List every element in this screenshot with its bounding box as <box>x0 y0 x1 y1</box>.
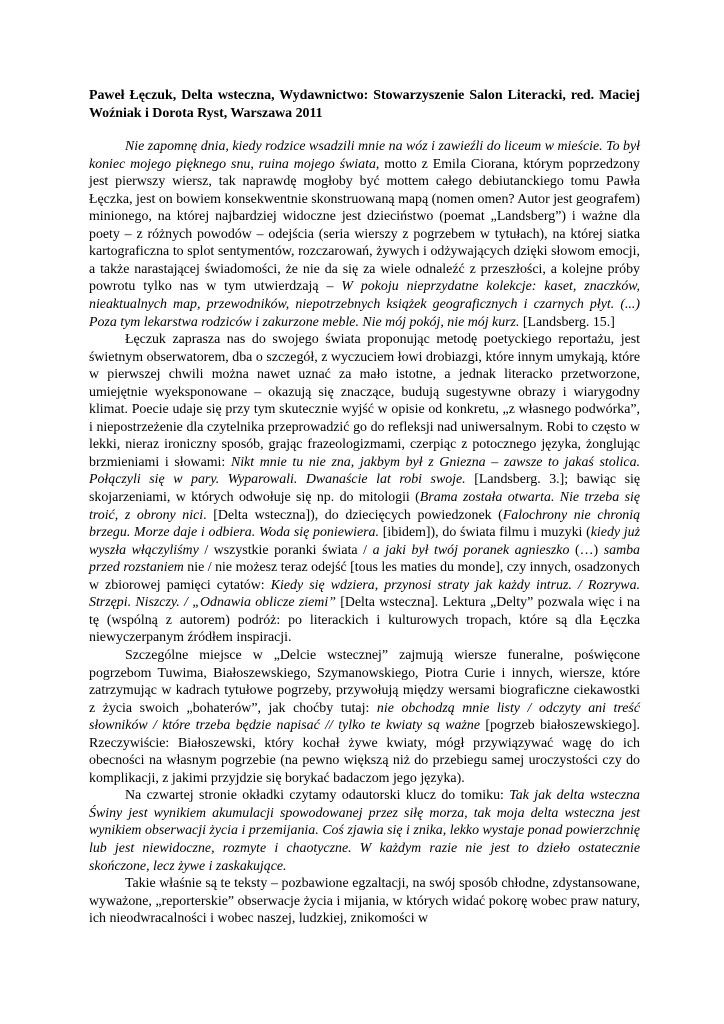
italic-quote: kiedy już wyszła włączyliśmy <box>89 525 641 558</box>
text-run: [pogrzeb białoszewskiego]. Rzeczywiście: Białoszewski, który kochał żywe kwiaty, mógł przywiązywać wagę do ich obecności na własnym pogrzebie (na pewno większą niż do przebiegu samej uroczystości czy do komplikacji, z jakimi przyjdzie się borykać badaczom jego języka). <box>89 718 640 786</box>
text-run: / wszystkie poranki świata / <box>198 542 373 558</box>
document-page <box>89 87 640 928</box>
text-run: [Landsberg. 3.]; bawiąc się skojarzeniami, w których odwołuje się np. do mitologii ( <box>89 472 640 506</box>
italic-quote: samba przed rozstaniem <box>89 542 640 576</box>
text-run: [Landsberg. 15.] <box>519 314 615 330</box>
italic-quote: Nikt mnie tu nie zna, jakbym był z Gniezna – zawsze to jakaś stolica. Połączyli się w pary. Wyparowali. Dwanaście lat robi swoje. <box>89 454 640 488</box>
paragraph <box>89 647 640 787</box>
text-run: (…) <box>569 542 604 558</box>
text-run: , motto z Emila Ciorana, którym poprzedzony jest pierwszy wiersz, tak naprawdę mogłoby być mottem całego debiutanckiego tomu Pawła Łęczka, jest on bowiem konsekwentnie skonstruowaną mapą (nomen omen? Autor jest geografem) minionego, na której najbardziej widoczne jest dzieciństwo (poemat „Landsberg”) i ważne dla poety – z różnych powodów – odejścia (seria wierszy z pogrzebem w tytułach), na której siatka kartograficzna to splot sentymentów, rozczarowań, żywych i odżywających dzięki słowom emocji, a także narastającej świadomości, że nie da się za wiele odnaleźć z przeszłości, a kolejne próby powrotu tylko nas w tym utwierdzają – <box>89 156 640 295</box>
text-run: Takie właśnie są te teksty – pozbawione egzaltacji, na swój sposób chłodne, zdystansowane, wyważone, „reporterskie” obserwacje życia i mijania, w których widać pokorę wobec praw natury, ich nieodwracalności i wobec naszej, ludzkiej, znikomości w <box>89 876 640 927</box>
text-run: Szczególne miejsce w „Delcie wstecznej” zajmują wiersze funeralne, poświęcone pogrzebom Tuwima, Białoszewskiego, Szymanowskiego, Piotra Curie i innych, wiersze, które zatrzymując w kadrach tytułowe pogrzeby, przywołują między wersami biograficzne ciekawostki z życia swoich „bohaterów”, jak choćby tutaj: <box>89 647 640 716</box>
italic-quote: W pokoju nieprzydatne kolekcje: kaset, znaczków, nieaktualnych map, przewodników, niepotrzebnych książek geograficznych i czarnych płyt. (...) Poza tym lekarstwa rodziców i zakurzone meble. Nie mój pokój, nie mój kurz. <box>89 279 640 330</box>
text-run: nie / nie możesz teraz odejść [tous les maties du monde], czy innych, osadzonych w zbiorowej pamięci cytatów: <box>89 560 640 593</box>
italic-quote: Kiedy się wdziera, przynosi straty jak każdy intruz. / Rozrywa. Strzępi. Niszczy. / „Odnawia oblicze ziemi” <box>89 577 640 611</box>
paragraph <box>89 787 640 875</box>
text-run: Łęczuk zaprasza nas do swojego świata proponując metodę poetyckiego reportażu, jest świetnym obserwatorem, dba o szczegół, z wyczuciem łowi drobiazgi, które innym umykają, które w pierwszej chwili można nawet uznać za mało istotne, a jednak literacko przetworzone, umiejętnie wyeksponowane – okazują się znaczące, budują sugestywne obrazy i wiarygodny klimat. Poecie udaje się przy tym skutecznie wyjść w opisie od konkretu, „z własnego podwórka”, i niepostrzeżenie dla czytelnika przeprowadzić go do refleksji nad uniwersalnym. Robi to często w lekki, nieraz ironiczny sposób, grając frazeologizmami, czerpiąc z potocznego języka, żonglując brzmieniami i słowami: <box>89 332 640 470</box>
text-run: [Delta wsteczna]. Lektura „Delty” pozwala więc i na tę (wspólną z autorem) podróż: po literackich i kulturowych tropach, które są dla Łęczka niewyczerpanym źródłem inspiracji. <box>89 595 640 646</box>
italic-quote: Brama została otwarta. Nie trzeba się troić, z obrony nici <box>89 490 640 523</box>
document-title: Paweł Łęczuk, Delta wsteczna, Wydawnictwo: Stowarzyszenie Salon Literacki, red. Maciej Woźniak i Dorota Ryst, Warszawa 2011 <box>89 88 640 121</box>
italic-quote: Tak jak delta wsteczna Świny jest wynikiem akumulacji spowodowanej przez siłę morza, tak moja delta wsteczna jest wynikiem obserwacji życia i przemijania. Coś zjawia się i znika, lekko wystaje ponad powierzchnię lub jest niewidoczne, rozmyte i chaotyczne. W każdym razie nie jest to dzieło ostatecznie skończone, lecz żywe i zaskakujące. <box>89 788 640 874</box>
italic-quote: nie obchodzą mnie listy / odczyty ani treść słowników / które trzeba będzie napisać // tylko te kwiaty są ważne <box>89 700 640 734</box>
italic-quote: a jaki był twój poranek agnieszko <box>372 542 570 558</box>
italic-quote: Falochrony nie chronią brzegu. Morze daje i odbiera. Woda się poniewiera. <box>89 507 641 541</box>
paragraph <box>89 875 640 928</box>
paragraph <box>89 331 640 647</box>
italic-quote: Nie zapomnę dnia, kiedy rodzice wsadzili mnie na wóz i zawieźli do liceum w mieście. To był koniec mojego pięknego snu, ruina mojego świata <box>89 139 640 172</box>
text-run: [ibidem]), do świata filmu i muzyki ( <box>378 525 591 541</box>
paragraph <box>89 138 640 331</box>
document-body <box>89 138 640 928</box>
text-run: . [Delta wsteczna]), do dziecięcych powiedzonek ( <box>203 507 503 523</box>
text-run: Na czwartej stronie okładki czytamy odautorski klucz do tomiku: <box>125 788 510 804</box>
